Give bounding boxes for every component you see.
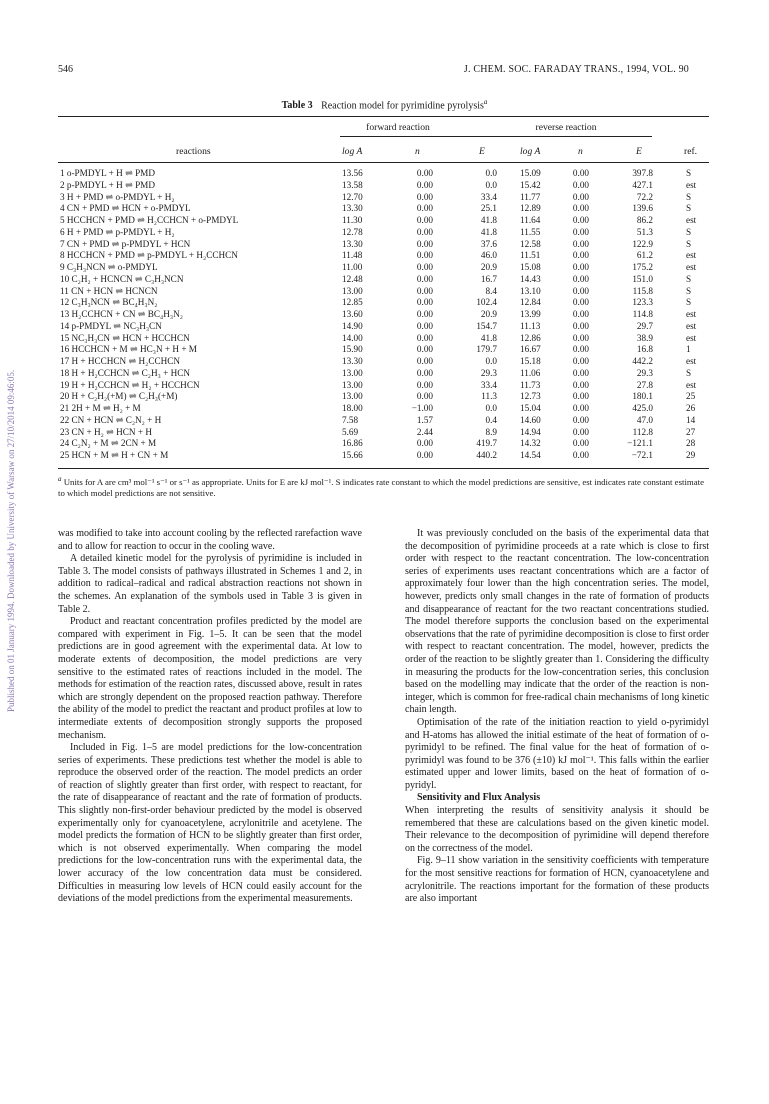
reverse-e-cell: 29.7	[636, 320, 653, 331]
forward-e-cell: 16.7	[480, 273, 497, 284]
column-header-n-reverse: n	[578, 146, 583, 157]
reverse-log-a-cell: 12.86	[520, 332, 541, 343]
forward-log-a-cell: 13.30	[342, 238, 363, 249]
reverse-e-cell: −121.1	[627, 438, 653, 449]
table-footnote	[58, 474, 709, 500]
forward-log-a-cell: 11.48	[342, 250, 363, 261]
reaction-cell: 19 H + H₂CCHCN ⇌ H₂ + HCCHCN	[60, 379, 200, 390]
reverse-e-cell: 175.2	[632, 262, 653, 272]
forward-n-cell: 0.00	[416, 320, 433, 331]
reference-cell: est	[686, 356, 697, 366]
reference-cell: S	[686, 273, 692, 284]
reference-cell: est	[686, 262, 697, 272]
column-header-log-a-reverse: log A	[520, 146, 541, 157]
reverse-n-cell: 0.00	[572, 426, 589, 437]
reverse-log-a-cell: 11.51	[520, 250, 541, 261]
reverse-n-cell: 0.00	[572, 450, 589, 460]
forward-n-cell: 0.00	[416, 450, 433, 460]
left-column	[58, 528, 362, 906]
reaction-cell: 12 C₃H₃NCN ⇌ BC₄H₃N₂	[60, 297, 158, 308]
reaction-cell: 8 HCCHCN + PMD ⇌ p-PMDYL + H₂CCHCN	[60, 250, 238, 261]
forward-e-cell: 8.4	[485, 285, 497, 296]
reverse-n-cell: 0.00	[572, 403, 589, 413]
reverse-n-cell: 0.00	[572, 379, 589, 390]
forward-e-cell: 0.0	[485, 168, 497, 178]
forward-n-cell: 0.00	[416, 391, 433, 402]
reaction-cell: 5 HCCHCN + PMD ⇌ H₂CCHCN + o-PMDYL	[60, 215, 239, 225]
forward-log-a-cell: 13.60	[342, 309, 363, 319]
table-row	[58, 321, 709, 333]
reverse-e-cell: 16.8	[636, 344, 653, 355]
table-column-headers	[58, 146, 709, 160]
reverse-e-cell: 123.3	[632, 297, 653, 308]
reverse-log-a-cell: 14.54	[520, 450, 541, 460]
forward-e-cell: 46.0	[480, 250, 497, 261]
table-row	[58, 192, 709, 204]
reaction-cell: 10 C₂H₂ + HCNCN ⇌ C₃H₃NCN	[60, 273, 184, 284]
reverse-log-a-cell: 16.67	[520, 344, 541, 355]
reverse-log-a-cell: 12.89	[520, 203, 541, 214]
reaction-cell: 13 H₂CCHCN + CN ⇌ BC₄H₃N₂	[60, 309, 183, 319]
table-row	[58, 309, 709, 321]
reaction-cell: 3 H + PMD ⇌ o-PMDYL + H₂	[60, 191, 175, 202]
forward-n-cell: 0.00	[416, 191, 433, 202]
reaction-cell: 11 CN + HCN ⇌ HCNCN	[60, 285, 158, 296]
reaction-cell: 15 NC₃H₃CN ⇌ HCN + HCCHCN	[60, 332, 190, 343]
reference-cell: S	[686, 297, 692, 308]
reference-cell: 14	[686, 414, 696, 425]
reverse-log-a-cell: 15.04	[520, 403, 541, 413]
right-column	[405, 528, 709, 906]
journal-reference: J. CHEM. SOC. FARADAY TRANS., 1994, VOL. 90	[463, 64, 689, 75]
forward-n-cell: 0.00	[416, 332, 433, 343]
forward-log-a-cell: 5.69	[342, 426, 359, 437]
reverse-n-cell: 0.00	[572, 297, 589, 308]
reaction-cell: 9 C₃H₃NCN ⇌ o-PMDYL	[60, 262, 158, 272]
reaction-cell: 17 H + HCCHCN ⇌ H₂CCHCN	[60, 356, 180, 366]
reverse-log-a-cell: 15.08	[520, 262, 541, 272]
table-body	[58, 168, 709, 462]
reverse-e-cell: 139.6	[632, 203, 653, 214]
column-header-e-forward: E	[479, 146, 485, 157]
reaction-cell: 16 HCCHCN + M ⇌ HC₃N + H + M	[60, 344, 197, 355]
reverse-log-a-cell: 12.73	[520, 391, 541, 402]
reverse-log-a-cell: 12.84	[520, 297, 541, 308]
reverse-e-cell: 51.3	[636, 226, 653, 237]
column-header-ref: ref.	[684, 146, 698, 157]
table-header-rule	[58, 162, 709, 163]
forward-log-a-cell: 12.78	[342, 226, 363, 237]
body-paragraph: A detailed kinetic model for the pyrolysis of pyrimidine is included in Table 3. The model consists of pathways illustrated in Schemes 1 and 2, in addition to radical–radical and radical abstraction reactions not shown in the schemes. An explanation of the symbols used in Table 3 is given in Table 2.	[58, 553, 362, 615]
forward-log-a-cell: 7.58	[342, 414, 359, 425]
reference-cell: S	[686, 238, 692, 249]
reference-cell: est	[686, 379, 697, 390]
reverse-log-a-cell: 15.09	[520, 168, 541, 178]
reaction-cell: 2 p-PMDYL + H ⇌ PMD	[60, 179, 155, 190]
forward-log-a-cell: 11.30	[342, 215, 363, 225]
table-row	[58, 262, 709, 274]
table-row	[58, 415, 709, 427]
table-row	[58, 180, 709, 192]
reverse-n-cell: 0.00	[572, 226, 589, 237]
forward-e-cell: 419.7	[476, 438, 497, 449]
reverse-reaction-header: reverse reaction	[535, 122, 597, 133]
forward-n-cell: 0.00	[416, 168, 433, 178]
reference-cell: S	[686, 285, 692, 296]
table-row	[58, 438, 709, 450]
reverse-e-cell: 38.9	[636, 332, 653, 343]
forward-e-cell: 41.8	[480, 215, 497, 225]
forward-e-cell: 41.8	[480, 332, 497, 343]
reaction-cell: 24 C₂N₂ + M ⇌ 2CN + M	[60, 438, 157, 449]
reaction-cell: 7 CN + PMD ⇌ p-PMDYL + HCN	[60, 238, 191, 249]
reaction-cell: 6 H + PMD ⇌ p-PMDYL + H₂	[60, 226, 175, 237]
reaction-cell: 21 2H + M ⇌ H₂ + M	[60, 403, 141, 413]
forward-n-cell: −1.00	[411, 403, 433, 413]
reference-cell: est	[686, 320, 697, 331]
body-paragraph: When interpreting the results of sensitivity analysis it should be remembered that these are calculations based on the given kinetic model. Their relevance to the decomposition of pyrimidine will depend therefore on the correctness of the model.	[405, 805, 709, 854]
table-label: Table 3	[281, 100, 313, 112]
reference-cell: S	[686, 191, 692, 202]
reference-cell: S	[686, 226, 692, 237]
reverse-log-a-cell: 14.32	[520, 438, 541, 449]
table-row	[58, 203, 709, 215]
reverse-log-a-cell: 13.10	[520, 285, 541, 296]
forward-e-cell: 37.6	[480, 238, 497, 249]
footnote-marker: a	[58, 475, 62, 483]
reverse-n-cell: 0.00	[572, 168, 589, 178]
forward-e-cell: 154.7	[476, 320, 497, 331]
reverse-e-cell: 114.8	[632, 309, 653, 319]
forward-log-a-cell: 13.30	[342, 203, 363, 214]
forward-n-cell: 2.44	[416, 426, 433, 437]
reaction-cell: 4 CN + PMD ⇌ HCN + o-PMDYL	[60, 203, 191, 214]
column-header-reactions: reactions	[176, 146, 211, 157]
reverse-n-cell: 0.00	[572, 250, 589, 261]
reaction-cell: 1 o-PMDYL + H ⇌ PMD	[60, 168, 155, 178]
forward-log-a-cell: 15.90	[342, 344, 363, 355]
reverse-e-cell: 427.1	[632, 179, 653, 190]
forward-n-cell: 0.00	[416, 262, 433, 272]
forward-e-cell: 29.3	[480, 367, 497, 378]
reverse-e-cell: 425.0	[632, 403, 653, 413]
forward-n-cell: 0.00	[416, 285, 433, 296]
forward-n-cell: 0.00	[416, 179, 433, 190]
forward-e-cell: 25.1	[480, 203, 497, 214]
reverse-e-cell: 29.3	[636, 367, 653, 378]
table-row	[58, 250, 709, 262]
table-row	[58, 427, 709, 439]
reverse-n-cell: 0.00	[572, 356, 589, 366]
reverse-n-cell: 0.00	[572, 179, 589, 190]
forward-e-cell: 440.2	[476, 450, 497, 460]
column-header-log-a-forward: log A	[342, 146, 363, 157]
reverse-n-cell: 0.00	[572, 285, 589, 296]
reverse-e-cell: 27.8	[636, 379, 653, 390]
reverse-log-a-cell: 12.58	[520, 238, 541, 249]
table-row	[58, 239, 709, 251]
table-row	[58, 274, 709, 286]
reverse-log-a-cell: 13.99	[520, 309, 541, 319]
reverse-log-a-cell: 11.77	[520, 191, 541, 202]
reference-cell: S	[686, 203, 692, 214]
reverse-log-a-cell: 15.42	[520, 179, 541, 190]
reverse-n-cell: 0.00	[572, 344, 589, 355]
reverse-n-cell: 0.00	[572, 238, 589, 249]
table-row	[58, 391, 709, 403]
forward-e-cell: 8.9	[485, 426, 497, 437]
forward-n-cell: 0.00	[416, 250, 433, 261]
download-notice: Published on 01 January 1994. Downloaded by University of Warsaw on 27/10/2014 09:46:05.	[6, 369, 16, 712]
table-top-rule	[58, 116, 709, 117]
forward-n-cell: 0.00	[416, 309, 433, 319]
reverse-n-cell: 0.00	[572, 215, 589, 225]
forward-reaction-header: forward reaction	[366, 122, 430, 133]
reverse-n-cell: 0.00	[572, 320, 589, 331]
reverse-e-cell: 72.2	[636, 191, 653, 202]
reverse-n-cell: 0.00	[572, 309, 589, 319]
forward-n-cell: 1.57	[416, 414, 433, 425]
reverse-n-cell: 0.00	[572, 391, 589, 402]
reverse-n-cell: 0.00	[572, 332, 589, 343]
reference-cell: 29	[686, 450, 696, 460]
table-row	[58, 450, 709, 462]
table-row	[58, 356, 709, 368]
forward-e-cell: 0.0	[485, 403, 497, 413]
table-row	[58, 333, 709, 345]
reaction-cell: 20 H + C₂H₂(+M) ⇌ C₂H₃(+M)	[60, 391, 178, 402]
body-paragraph: Product and reactant concentration profiles predicted by the model are compared with experiment in Fig. 1–5. It can be seen that the model predictions are in good agreement with the experimental data. At low to moderate extents of decomposition, the model predictions are very sensitive to the estimated rates of reactions included in the model. The methods for estimation of the reaction rates, discussed above, result in rates which are strongly dependent on the proposed reaction pathway. Therefore the ability of the model to predict the reactant and product profiles at low to intermediate extents of decomposition strongly supports the proposed mechanism.	[58, 616, 362, 741]
forward-n-cell: 0.00	[416, 238, 433, 249]
reverse-e-cell: 86.2	[636, 215, 653, 225]
body-paragraph: Fig. 9–11 show variation in the sensitivity coefficients with temperature for the most sensitive reactions for formation of HCN, cyanoacetylene and acrylonitrile. The reactions important for the formation of these products are also important	[405, 855, 709, 905]
forward-log-a-cell: 13.00	[342, 367, 363, 378]
table-row	[58, 286, 709, 298]
reverse-e-cell: 61.2	[636, 250, 653, 261]
table-bottom-rule	[58, 468, 709, 469]
forward-e-cell: 179.7	[476, 344, 497, 355]
forward-n-cell: 0.00	[416, 297, 433, 308]
forward-log-a-cell: 12.70	[342, 191, 363, 202]
forward-log-a-cell: 13.30	[342, 356, 363, 366]
reverse-n-cell: 0.00	[572, 367, 589, 378]
forward-log-a-cell: 11.00	[342, 262, 363, 272]
forward-n-cell: 0.00	[416, 215, 433, 225]
reverse-log-a-cell: 14.43	[520, 273, 541, 284]
table-row	[58, 215, 709, 227]
forward-n-cell: 0.00	[416, 356, 433, 366]
forward-log-a-cell: 16.86	[342, 438, 363, 449]
reverse-log-a-cell: 14.94	[520, 426, 541, 437]
body-paragraph: Included in Fig. 1–5 are model predictions for the low-concentration series of experiments. These predictions test whether the model is able to reproduce the observed order of the reaction. The model predicts an order of reaction of slightly greater than first order, with respect to reactant, for the rate of disappearance of reactant and the rate of formation of products. This slightly non-first-order behaviour predicted by the model is observed experimentally only for cyanoacetylene, acrylonitrile and acetylene. The model predicts the formation of HCN to be slightly greater than first order, which is not observed experimentally. When comparing the model predictions for the low-concentration runs with the experimental data, the lower accuracy of the low concentration data must be considered. Difficulties in measuring low levels of HCN could easily account for the deviations of the model predictions from the experimental measurements.	[58, 742, 362, 905]
forward-e-cell: 33.4	[480, 191, 497, 202]
reverse-e-cell: 115.8	[632, 285, 653, 296]
reference-cell: est	[686, 332, 697, 343]
reverse-log-a-cell: 14.60	[520, 414, 541, 425]
forward-log-a-cell: 13.00	[342, 391, 363, 402]
forward-e-cell: 102.4	[476, 297, 497, 308]
reference-cell: est	[686, 309, 697, 319]
reverse-e-cell: 151.0	[632, 273, 653, 284]
table-caption-text: Reaction model for pyrimidine pyrolysis	[321, 100, 484, 112]
caption-footnote-marker: a	[483, 98, 488, 106]
reference-cell: S	[686, 367, 692, 378]
reverse-group-rule	[487, 136, 652, 137]
reverse-e-cell: 397.8	[632, 168, 653, 178]
reverse-e-cell: −72.1	[631, 450, 653, 460]
reverse-n-cell: 0.00	[572, 203, 589, 214]
forward-n-cell: 0.00	[416, 226, 433, 237]
body-paragraph: Optimisation of the rate of the initiation reaction to yield o-pyrimidyl and H-atoms has allowed the initial estimate of the heat of formation of o-pyrimidyl to be refined. The final value for the heat of formation of o-pyrimidyl was found to be 376 (±10) kJ mol⁻¹. This falls within the earlier estimated upper and lower limits, based on the heat of formation of o-pyridyl.	[405, 716, 709, 791]
page-number: 546	[58, 64, 73, 75]
forward-e-cell: 0.0	[485, 356, 497, 366]
forward-e-cell: 33.4	[480, 379, 497, 390]
table-caption	[0, 98, 769, 111]
table-footnote-text: Units for A are cm³ mol⁻¹ s⁻¹ or s⁻¹ as appropriate. Units for E are kJ mol⁻¹. S indicates rate constant to which the model predictions are sensitive, est indicates rate constant estimate to which model predictions are not sensitive.	[58, 476, 704, 499]
reverse-log-a-cell: 11.73	[520, 379, 541, 390]
table-row	[58, 297, 709, 309]
reverse-log-a-cell: 11.13	[520, 320, 541, 331]
reverse-n-cell: 0.00	[572, 191, 589, 202]
forward-log-a-cell: 13.00	[342, 379, 363, 390]
forward-n-cell: 0.00	[416, 344, 433, 355]
reaction-cell: 14 p-PMDYL ⇌ NC₃H₃CN	[60, 320, 162, 331]
reference-cell: 26	[686, 403, 696, 413]
reverse-log-a-cell: 11.06	[520, 367, 541, 378]
forward-log-a-cell: 14.90	[342, 320, 363, 331]
forward-e-cell: 41.8	[480, 226, 497, 237]
reference-cell: est	[686, 179, 697, 190]
forward-e-cell: 11.3	[481, 391, 497, 402]
reference-cell: 1	[686, 344, 691, 355]
forward-log-a-cell: 13.58	[342, 179, 363, 190]
column-header-n-forward: n	[415, 146, 420, 157]
forward-n-cell: 0.00	[416, 367, 433, 378]
reference-cell: 28	[686, 438, 696, 449]
reverse-e-cell: 112.8	[632, 426, 653, 437]
reaction-cell: 18 H + H₂CCHCN ⇌ C₂H₃ + HCN	[60, 367, 191, 378]
table-row	[58, 344, 709, 356]
reverse-e-cell: 180.1	[632, 391, 653, 402]
forward-e-cell: 20.9	[480, 262, 497, 272]
section-heading: Sensitivity and Flux Analysis	[417, 792, 541, 804]
reaction-cell: 25 HCN + M ⇌ H + CN + M	[60, 450, 169, 460]
forward-log-a-cell: 14.00	[342, 332, 363, 343]
column-header-e-reverse: E	[636, 146, 642, 157]
reverse-log-a-cell: 15.18	[520, 356, 541, 366]
reverse-log-a-cell: 11.55	[520, 226, 541, 237]
reverse-n-cell: 0.00	[572, 438, 589, 449]
forward-log-a-cell: 13.56	[342, 168, 363, 178]
body-paragraph: It was previously concluded on the basis of the experimental data that the decomposition of pyrimidine proceeds at a rate which is close to first order with respect to the reactant concentration. The low-concentration series of experiments uses reactant concentrations which are a factor of approximately four lower than the high concentration series. The model, however, predicts only small changes in the rate of formation of products and disappearance of reactant for the two reactant concentrations studied. The model therefore supports the conclusion based on the experimental observations that the rate of pyrimidine decomposition is close to first order with respect to reactant concentration. The model, however, predicts the order of the reaction to be slightly greater than 1. Considering the difficulty in measuring the products for the low-concentration series, this conclusion based on the modelling may indicate that the order of the reaction is non-integer, which is common for free-radical chain mechanisms of long kinetic chain length.	[405, 528, 709, 716]
table-row	[58, 380, 709, 392]
forward-log-a-cell: 12.85	[342, 297, 363, 308]
forward-n-cell: 0.00	[416, 379, 433, 390]
reference-cell: est	[686, 250, 697, 261]
forward-log-a-cell: 15.66	[342, 450, 363, 460]
forward-n-cell: 0.00	[416, 273, 433, 284]
reverse-n-cell: 0.00	[572, 273, 589, 284]
forward-log-a-cell: 12.48	[342, 273, 363, 284]
reverse-e-cell: 442.2	[632, 356, 653, 366]
forward-e-cell: 0.0	[485, 179, 497, 190]
reverse-e-cell: 47.0	[636, 414, 653, 425]
reaction-cell: 23 CN + H₂ ⇌ HCN + H	[60, 426, 152, 437]
table-row	[58, 368, 709, 380]
forward-log-a-cell: 13.00	[342, 285, 363, 296]
reaction-cell: 22 CN + HCN ⇌ C₂N₂ + H	[60, 414, 162, 425]
reverse-n-cell: 0.00	[572, 414, 589, 425]
body-paragraph: was modified to take into account cooling by the reflected rarefaction wave and to allow for reaction to occur in the cooling wave.	[58, 528, 362, 552]
forward-n-cell: 0.00	[416, 203, 433, 214]
forward-e-cell: 0.4	[485, 414, 497, 425]
reference-cell: 25	[686, 391, 696, 402]
reverse-log-a-cell: 11.64	[520, 215, 541, 225]
forward-e-cell: 20.9	[480, 309, 497, 319]
reverse-n-cell: 0.00	[572, 262, 589, 272]
reference-cell: 27	[686, 426, 696, 437]
forward-n-cell: 0.00	[416, 438, 433, 449]
table-row	[58, 403, 709, 415]
reverse-e-cell: 122.9	[632, 238, 653, 249]
table-row	[58, 168, 709, 180]
reference-cell: est	[686, 215, 697, 225]
table-row	[58, 227, 709, 239]
forward-group-rule	[340, 136, 505, 137]
reference-cell: S	[686, 168, 692, 178]
forward-log-a-cell: 18.00	[342, 403, 363, 413]
